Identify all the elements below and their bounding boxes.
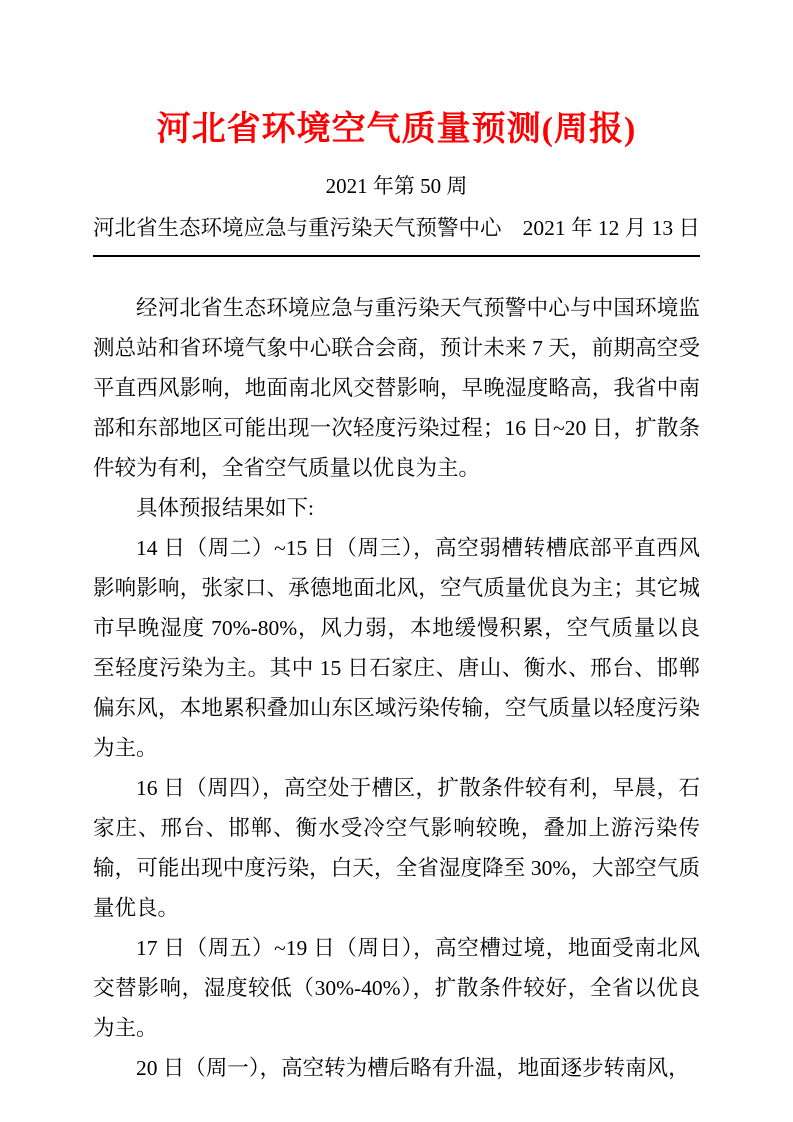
week-subtitle: 2021 年第 50 周 xyxy=(325,174,468,198)
body-paragraph: 经河北省生态环境应急与重污染天气预警中心与中国环境监测总站和省环境气象中心联合会商，预计未来 7 天，前期高空受平直西风影响，地面南北风交替影响，早晚湿度略高，我省中南部和东部地区可能出现一次轻度污染过程；16 日~20 日，扩散条件较为有利，全省空气质量以优良为主。 xyxy=(93,296,700,480)
body-paragraph: 20 日（周一），高空转为槽后略有升温，地面逐步转南风， xyxy=(136,1056,690,1080)
report-date: 2021 年 12 月 13 日 xyxy=(522,216,700,240)
document-body xyxy=(93,288,700,1088)
body-paragraph: 14 日（周二）~15 日（周三），高空弱槽转槽底部平直西风影响影响，张家口、承德地面北风，空气质量优良为主；其它城市早晚湿度 70%-80%，风力弱，本地缓慢积累，空气质量以良至轻度污染为主。其中 15 日石家庄、唐山、衡水、邢台、邯郸偏东风，本地累积叠加山东区域污染传输，空气质量以轻度污染为主。 xyxy=(93,536,700,760)
page-title: 河北省环境空气质量预测(周报) xyxy=(156,111,637,148)
body-paragraph: 17 日（周五）~19 日（周日），高空槽过境，地面受南北风交替影响，湿度较低（30%-40%），扩散条件较好，全省以优良为主。 xyxy=(93,936,700,1040)
body-paragraph: 16 日（周四），高空处于槽区，扩散条件较有利，早晨，石家庄、邢台、邯郸、衡水受冷空气影响较晚，叠加上游污染传输，可能出现中度污染，白天，全省湿度降至 30%，大部空气质量优良。 xyxy=(93,776,700,920)
byline xyxy=(93,213,700,243)
body-paragraph: 具体预报结果如下: xyxy=(136,496,314,520)
organization-name: 河北省生态环境应急与重污染天气预警中心 xyxy=(93,216,502,240)
header-divider xyxy=(93,255,700,257)
